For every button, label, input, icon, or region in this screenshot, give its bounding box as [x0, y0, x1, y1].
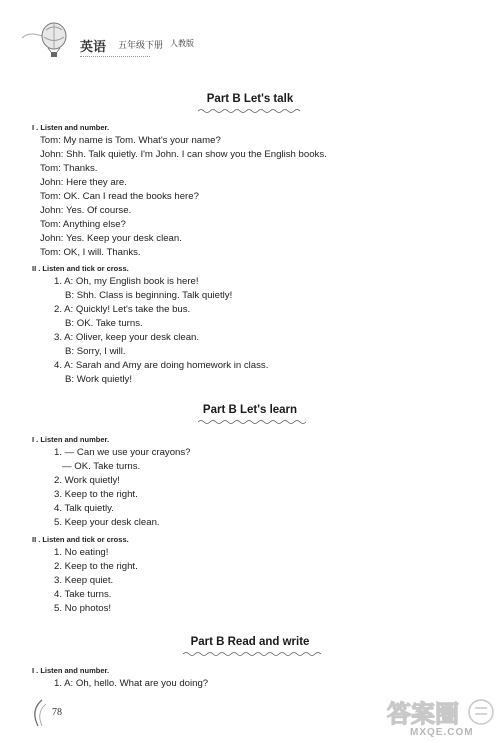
dialogue-line: John: Yes. Of course. — [40, 205, 132, 216]
title-underline-wave — [183, 651, 321, 657]
section-title-lets-talk: Part B Let's talk — [206, 93, 294, 105]
dialogue-line: Tom: Anything else? — [40, 219, 126, 230]
hot-air-balloon-icon — [20, 22, 74, 62]
exercise-heading: I . Listen and number. — [32, 435, 110, 444]
exercise-heading: I . Listen and number. — [32, 666, 110, 675]
header-divider — [80, 56, 150, 57]
svg-text:答案圈: 答案圈 — [387, 700, 459, 728]
list-item: — OK. Take turns. — [62, 461, 141, 472]
title-underline-wave — [198, 419, 306, 425]
subject-label: 英语 — [80, 40, 107, 55]
page-header — [20, 22, 320, 62]
dialogue-line: Tom: My name is Tom. What's your name? — [40, 135, 221, 146]
list-item: 5. Keep your desk clean. — [54, 517, 160, 528]
section-title-read-and-write: Part B Read and write — [190, 636, 310, 648]
exercise-heading: II . Listen and tick or cross. — [32, 535, 129, 544]
exercise-heading: I . Listen and number. — [32, 123, 110, 132]
edition-label: 人教版 — [170, 39, 194, 48]
dialogue-line: B: Sorry, I will. — [65, 346, 126, 357]
dialogue-line: B: Shh. Class is beginning. Talk quietly! — [65, 290, 233, 301]
page-corner-decoration — [28, 698, 48, 728]
dialogue-line: B: OK. Take turns. — [65, 318, 143, 329]
list-item: 3. Keep to the right. — [54, 489, 138, 500]
dialogue-line: 2. A: Quickly! Let's take the bus. — [54, 304, 191, 315]
exercise-heading: II . Listen and tick or cross. — [32, 264, 129, 273]
list-item: 4. Take turns. — [54, 589, 112, 600]
dialogue-line: Tom: Thanks. — [40, 163, 98, 174]
list-item: 2. Keep to the right. — [54, 561, 138, 572]
list-item: 4. Talk quietly. — [54, 503, 114, 514]
section-title-lets-learn: Part B Let's learn — [202, 404, 298, 416]
list-item: 2. Work quietly! — [54, 475, 120, 486]
list-item: 3. Keep quiet. — [54, 575, 114, 586]
dialogue-line: 1. A: Oh, my English book is here! — [54, 276, 199, 287]
dialogue-line: Tom: OK, I will. Thanks. — [40, 247, 141, 258]
list-item: 1. No eating! — [54, 547, 109, 558]
dialogue-line: B: Work quietly! — [65, 374, 133, 385]
dialogue-line: Tom: OK. Can I read the books here? — [40, 191, 199, 202]
grade-label: 五年级下册 — [118, 41, 164, 51]
dialogue-line: 4. A: Sarah and Amy are doing homework in class. — [54, 360, 269, 371]
list-item: 1. — Can we use your crayons? — [54, 447, 191, 458]
title-underline-wave — [198, 108, 302, 114]
dialogue-line: 1. A: Oh, hello. What are you doing? — [54, 678, 209, 689]
dialogue-line: John: Yes. Keep your desk clean. — [40, 233, 182, 244]
watermark-url: MXQE.COM — [410, 727, 474, 738]
dialogue-line: John: Here they are. — [40, 177, 127, 188]
dialogue-line: 3. A: Oliver, keep your desk clean. — [54, 332, 200, 343]
page-number: 78 — [52, 707, 62, 718]
dialogue-line: John: Shh. Talk quietly. I'm John. I can show you the English books. — [40, 149, 327, 160]
list-item: 5. No photos! — [54, 603, 112, 614]
